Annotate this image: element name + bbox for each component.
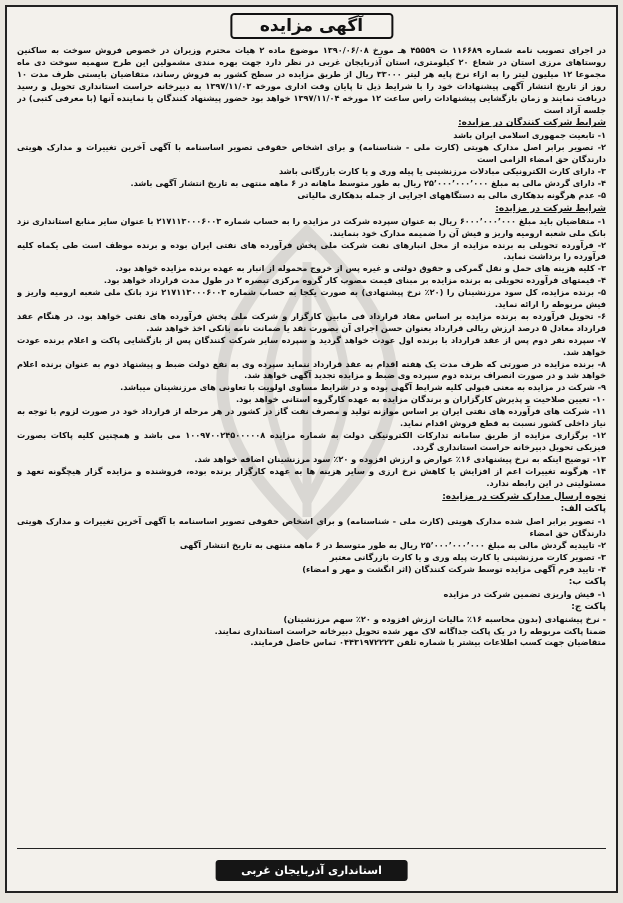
list-item: ۱- متقاضیان باید مبلغ ۶۰۰۰٬۰۰۰٬۰۰۰ ریال به عنوان سپرده شرکت در مزایده را به حساب شماره ۲۱۷۱۱۳۰۰۰۶۰۰۳ با عنوان سایر منابع استانداری نزد بانک ملی شعبه ارومیه واریز و فیش آن را ضمیمه مدارک خود بنمایند.	[17, 215, 606, 238]
auction-conditions-list	[17, 216, 606, 490]
page-title: آگهی مزایده	[230, 13, 393, 39]
closing-notes	[17, 626, 606, 650]
list-item: ۴- قیمتهای فرآورده تحویلی به برنده مزایده بر مبنای قیمت مصوب کار گروه مرکزی تبصره ۲ در طول مدت قرارداد خواهد بود.	[103, 275, 606, 286]
list-item: ۷- سپرده نفر دوم پس از عقد قرارداد با برنده اول عودت خواهد گردید و سپرده سایر شرکت کنندگان پس از بازگشایی پاکت و اعلام برنده عودت خواهد شد.	[17, 334, 606, 357]
list-item: ۸- برنده مزایده در صورتی که ظرف مدت یک هفته اقدام به عقد قرارداد ننماید سپرده وی به نفع دولت ضبط و پیشنهاد دوم به عنوان برنده اعلام خواهد شد و در صورت انصراف برنده دوم سپرده وی ضبط و مزایده تجدید آگهی خواهد شد.	[17, 358, 606, 381]
envelope-a-title: پاکت الف:	[560, 504, 606, 515]
list-item: ۳- تصویر کارت مرزنشینی یا کارت پیله وری و یا کارت بازرگانی معتبر	[329, 552, 606, 563]
list-item: ۵- عدم هرگونه بدهکاری مالی به دستگاههای اجرایی از جمله بدهکاری مالیاتی	[297, 189, 606, 200]
list-item: ۹- شرکت در مزایده به معنی قبولی کلیه شرایط آگهی بوده و در شرایط مساوی اولویت با تعاونی های مرزنشینان میباشد.	[120, 382, 606, 393]
issuer-footer: استانداری آذربایجان غربی	[215, 860, 408, 881]
list-item: ۱- فیش واریزی تضمین شرکت در مزایده	[443, 588, 606, 599]
list-item: ۳- دارای کارت الکترونیکی مبادلات مرزنشینی یا پیله وری و یا کارت بازرگانی باشد	[278, 166, 606, 177]
list-item: ۲- تاییدیه گردش مالی به مبلغ ۲۵٬۰۰۰٬۰۰۰٬۰۰۰ ریال به طور متوسط در ۶ ماهه منتهی به تاریخ انتشار آگهی	[179, 540, 606, 551]
envelope-a-list	[17, 516, 606, 576]
list-item: ۶- تحویل فرآورده به برنده مزایده بر اساس مفاد قرارداد فی مابین کارگزار و شرکت ملی پخش فرآورده های نفتی خواهد بود. در هنگام عقد قرارداد معادل ۵ درصد ارزش ریالی قرارداد بعنوان حسن اجرای آن بصورت نقد یا ضمانت نامه بانکی اخذ خواهد شد.	[17, 310, 606, 333]
list-item: متقاضیان جهت کسب اطلاعات بیشتر با شماره تلفن ۰۴۴۳۱۹۷۲۲۲۳ تماس حاصل فرمایند.	[250, 637, 606, 648]
list-item: - نرخ پیشنهادی (بدون محاسبه ۱۶٪ مالیات ارزش افزوده و ۲۰٪ سهم مرزنشینان)	[283, 613, 606, 624]
list-item: ۵- برنده مزایده، کل سود مرزنشینان را (۲۰٪ نرخ پیشنهادی) به صورت یکجا به حساب شماره ۲۱۷۱۱۳۰۰۰۶۰۰۳ نزد بانک ملی شعبه ارومیه واریز و فیش مربوطه را ارائه نماید.	[17, 287, 606, 310]
list-item: ۱۴- هرگونه تغییرات اعم از افزایش یا کاهش نرخ ارزی و سایر هزینه ها به عهده کارگزار برنده بوده، فروشنده و مزایده گزار هیچگونه تعهد و مسئولیتی در این رابطه ندارد.	[17, 465, 606, 488]
list-item: ۱- تابعیت جمهوری اسلامی ایران باشد	[453, 130, 606, 141]
list-item: ضمنا پاکت مربوطه را در یک پاکت جداگانه لاک مهر شده تحویل دبیرخانه حراست استانداری نمایند.	[214, 625, 606, 636]
list-item: ۱- تصویر برابر اصل شده مدارک هویتی (کارت ملی - شناسنامه) و برای اشخاص حقوقی تصویر اساسنامه با آگهی آخرین تغییرات و مدارک هویتی دارندگان حق امضاء	[17, 516, 606, 539]
list-item: ۳- کلیه هزینه های حمل و نقل گمرکی و حقوق دولتی و غیره پس از خروج محموله از انبار به عهده برنده مزایده خواهد بود.	[115, 263, 606, 274]
intro-paragraph: در اجرای تصویب نامه شماره ۱۱۶۶۸۹ ت ۴۵۵۵۹ هـ مورخ ۱۳۹۰/۰۶/۰۸ موضوع ماده ۲ هیات محترم وزیران در خصوص فروش سوخت به ساکنین روستاهای مرزی استان در شعاع ۲۰ کیلومتری، استان آذربایجان غربی در نظر دارد جهت بهره مندی مشمولین این طرح سهمیه سوخت دی ماه مجموعا ۱۲ میلیون لیتر را به ازاء نرخ پایه هر لیتر ۳۳۰۰۰ ریال از طریق مزایده در سطح کشور به فروش رساند، متقاضیان بایستی ظرف مدت ۱۰ روز از تاریخ انتشار آگهی پیشنهادات خود را با شرایط ذیل تا پایان وقت اداری مورخه ۱۳۹۷/۱۱/۰۳ به دبیرخانه حراست استانداری تحویل و رسید دریافت نمایند و زمان بازگشایی پیشنهادات راس ساعت ۱۲ مورخه ۱۳۹۷/۱۱/۰۴ خواهد بود حضور پیشنهاد کنندگان یا نماینده آنها (با معرفی کتبی) در جلسه آزاد است	[17, 45, 606, 115]
list-item: ۱۳- توضیح اینکه به نرخ پیشنهادی ۱۶٪ عوارض و ارزش افزوده و ۲۰٪ سود مرزنشینان اضافه خواهد شد.	[194, 453, 606, 464]
envelope-b-list	[17, 589, 606, 601]
list-item: ۱۲- برگزاری مزایده از طریق سامانه تدارکات الکترونیکی دولت به شماره مزایده ۱۰۰۹۷۰۰۲۴۵۰۰۰۰۰۸ می باشد و همچنین کلیه پاکات بصورت فیزیکی تحویل دبیرخانه حراست استانداری گردد.	[17, 430, 606, 452]
ad-body	[17, 45, 606, 845]
section-title-participant-conditions: شرایط شرکت کنندگان در مزایده:	[458, 118, 606, 129]
envelope-b-title: پاکت ب:	[568, 576, 606, 587]
list-item: ۴- تایید فرم آگهی مزایده توسط شرکت کنندگان (اثر انگشت و مهر و امضاء)	[302, 563, 606, 574]
section-title-document-submission: نحوه ارسال مدارک شرکت در مزایده:	[442, 491, 606, 502]
list-item: ۴- دارای گردش مالی به مبلغ ۲۵٬۰۰۰٬۰۰۰٬۰۰۰ ریال به طور متوسط ماهانه در ۶ ماهه منتهی به تاریخ انتشار آگهی باشد.	[130, 177, 606, 188]
envelope-c-list	[17, 614, 606, 626]
participant-conditions-list	[17, 130, 606, 201]
list-item: ۲- فرآورده تحویلی به برنده مزایده از محل انبارهای نفت شرکت ملی پخش فرآورده های نفتی ایران بوده و برنده موظف است طی یکماه کلیه فرآورده را برداشت نماید.	[17, 239, 606, 262]
section-title-auction-conditions: شرایط شرکت در مزایده:	[495, 203, 606, 214]
list-item: ۱۰- تعیین صلاحیت و پذیرش کارگزاران و برندگان مزایده به عهده کارگروه استانی خواهد بود.	[236, 394, 606, 405]
footer-divider	[17, 848, 606, 849]
ad-page	[5, 5, 618, 893]
envelope-c-title: پاکت ج:	[571, 601, 606, 612]
list-item: ۱۱- شرکت های فرآورده های نفتی ایران بر اساس موازنه تولید و مصرف نفت گاز در کشور در هر مرحله از قرارداد خود در صورت لزوم با توجه به نیاز داخلی کشور نسبت به قطع فروش اقدام نماید.	[17, 406, 606, 429]
list-item: ۲- تصویر برابر اصل مدارک هویتی (کارت ملی - شناسنامه) و برای اشخاص حقوقی تصویر اساسنامه با آگهی آخرین تغییرات و مدارک هویتی دارندگان حق امضاء الزامی است	[17, 142, 606, 165]
